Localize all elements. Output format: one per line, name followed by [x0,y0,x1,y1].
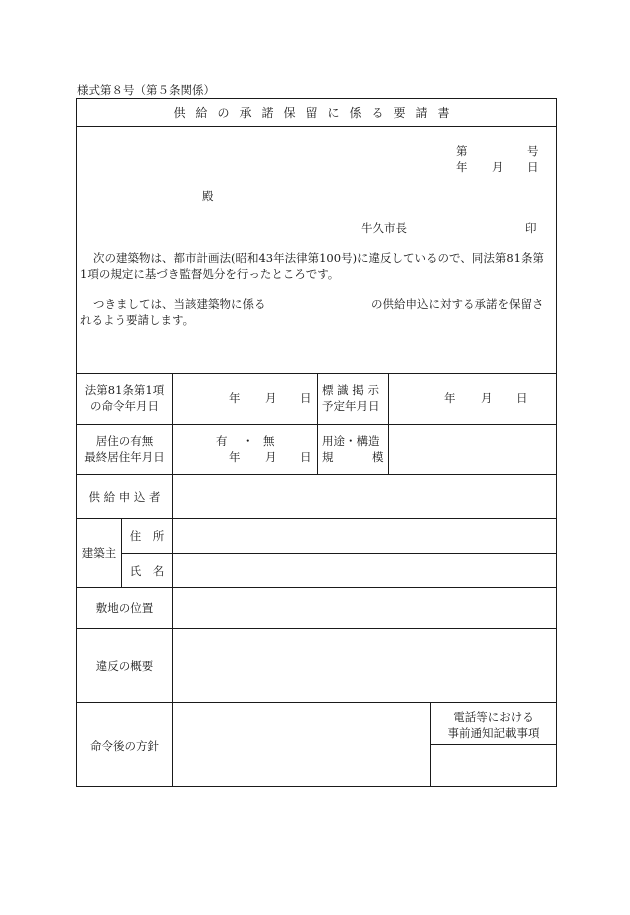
header-month: 月 [492,160,504,174]
paragraph1-line1: 次の建築物は、都市計画法(昭和43年法律第100号)に違反しているので、同法第81条第 [93,251,544,265]
frame-right [556,98,557,787]
paragraph1-line2: 1項の規定に基づき監督処分を行ったところです。 [80,267,340,281]
row-line-5 [121,553,557,554]
builder-label: 建築主 [81,546,117,560]
phone-note-divider [430,744,557,745]
sender: 牛久市長 [361,221,407,235]
row-line-4 [76,518,557,519]
violation-label: 違反の概要 [95,659,154,673]
site-label: 敷地の位置 [95,601,154,615]
phone-note-1: 電話等における [453,710,534,724]
usage-label-2a: 規 [322,450,334,464]
frame-top [76,98,557,99]
sign-month: 月 [481,391,493,405]
residence-label-1: 居住の有無 [95,434,154,448]
residence-dot: ・ [242,434,254,448]
sign-date-label-1: 標 識 掲 示 [322,383,379,397]
title-divider [76,126,557,127]
row-line-3 [76,474,557,475]
row-line-6 [76,587,557,588]
sign-year: 年 [444,391,456,405]
col-line-mid-2 [388,373,389,474]
usage-label-2b: 模 [372,450,384,464]
paragraph2-line2: れるよう要請します。 [80,313,195,327]
sign-day: 日 [516,391,528,405]
paragraph2-part2: の供給申込に対する承諾を保留さ [371,297,544,311]
last-residence-month: 月 [265,450,277,464]
phone-note-2: 事前通知記載事項 [447,726,540,740]
residence-yes: 有 [216,434,228,448]
last-residence-year: 年 [229,450,241,464]
order-date-label-1: 法第81条第1項 [84,383,165,397]
document-title: 供給の承諾保留に係る要請書 [173,106,460,120]
paragraph2-part1: つきましては、当該建築物に係る [93,297,266,311]
number-suffix: 号 [527,144,539,158]
header-day: 日 [527,160,539,174]
seal-mark: 印 [525,221,537,235]
applicant-label: 供 給 申 込 者 [88,490,161,504]
residence-no: 無 [263,434,275,448]
col-line-mid-1 [317,373,318,474]
order-year: 年 [229,391,241,405]
order-date-label-2: の命令年月日 [90,399,159,413]
residence-label-2: 最終居住年月日 [84,450,165,464]
policy-label: 命令後の方針 [90,739,159,753]
usage-label-1: 用途・構造 [322,434,380,448]
row-line-8 [76,702,557,703]
name-label: 氏 名 [129,564,165,578]
number-prefix: 第 [456,144,468,158]
row-line-7 [76,628,557,629]
order-day: 日 [300,391,312,405]
frame-bottom [76,786,557,787]
addressee-suffix: 殿 [202,189,214,203]
form-number: 様式第８号（第５条関係） [77,83,215,97]
address-label: 住 所 [129,529,165,543]
header-year: 年 [456,160,468,174]
order-month: 月 [265,391,277,405]
col-line-label [172,373,173,787]
sign-date-label-2: 予定年月日 [322,399,380,413]
last-residence-day: 日 [300,450,312,464]
